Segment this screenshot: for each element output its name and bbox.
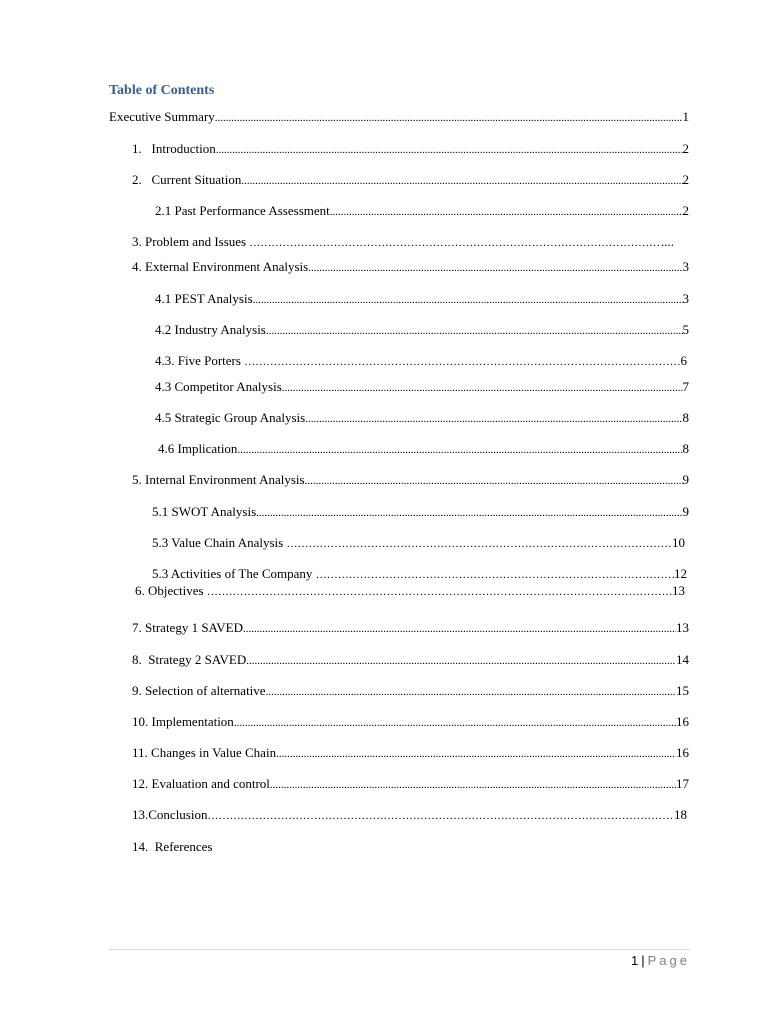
- leader-dots: [215, 110, 683, 126]
- leader-dots: [246, 653, 676, 669]
- toc-entry[interactable]: [132, 652, 689, 669]
- toc-entry-page: 18: [674, 807, 687, 822]
- toc-entry[interactable]: [155, 291, 689, 308]
- toc-entry-number: 2.: [132, 172, 152, 187]
- toc-entry[interactable]: [152, 504, 689, 521]
- toc-entry-label: 4.1 PEST Analysis: [155, 291, 253, 306]
- leader-dots: [207, 584, 672, 600]
- leader-dots: [234, 715, 676, 731]
- toc-entry[interactable]: [132, 807, 687, 824]
- footer-divider: [109, 949, 690, 950]
- toc-entry[interactable]: [155, 379, 689, 396]
- toc-entry[interactable]: [155, 322, 689, 339]
- toc-entry-label: 4.6 Implication: [158, 441, 238, 456]
- toc-entry-label: 5.3 Value Chain Analysis: [152, 535, 287, 550]
- leader-dots: [237, 442, 682, 458]
- toc-entry-label: 4.3 Competitor Analysis: [155, 379, 282, 394]
- toc-entry-number: 1.: [132, 141, 152, 156]
- toc-entry[interactable]: [132, 259, 689, 276]
- toc-entry-page: 1: [682, 109, 689, 124]
- toc-entry-page: 2: [682, 141, 689, 156]
- page-footer: [631, 953, 690, 968]
- toc-entry-page: 10: [672, 535, 685, 550]
- footer-separator: |: [641, 953, 645, 968]
- toc-entry[interactable]: [155, 353, 687, 370]
- toc-entry-page: 8: [682, 441, 689, 456]
- leader-dots: [270, 777, 676, 793]
- toc-entry-page: 16: [676, 745, 689, 760]
- toc-entry-page: 13: [672, 583, 685, 598]
- toc-entry[interactable]: [132, 683, 689, 700]
- leader-dots: [316, 567, 674, 583]
- toc-entry-label: 3. Problem and Issues: [132, 234, 250, 249]
- toc-entry-label: 13.Conclusion: [132, 807, 208, 822]
- leader-dots: [282, 380, 683, 396]
- toc-entry-label: 14. References: [132, 839, 213, 854]
- toc-entry-page: 14: [676, 652, 689, 667]
- toc-entry-label: 11. Changes in Value Chain: [132, 745, 277, 760]
- toc-entry[interactable]: [132, 172, 689, 189]
- toc-entry[interactable]: [135, 583, 685, 600]
- toc-entry-label: 5.3 Activities of The Company: [152, 566, 316, 581]
- leader-dots: [305, 411, 682, 427]
- leader-dots: [266, 323, 683, 339]
- toc-entry-page: 12: [674, 566, 687, 581]
- toc-entry[interactable]: [132, 620, 689, 637]
- page-word: Page: [647, 953, 690, 968]
- leader-dots: [249, 235, 661, 251]
- toc-entry[interactable]: [158, 441, 689, 458]
- toc-entry-page: 9: [682, 472, 689, 487]
- leader-dots: [244, 354, 680, 370]
- toc-entry-label: 8. Strategy 2 SAVED: [132, 652, 247, 667]
- toc-entry-label: 6. Objectives: [135, 583, 207, 598]
- toc-entry-page: 17: [676, 776, 689, 791]
- leader-dots: [276, 746, 676, 762]
- leader-dots: [243, 621, 676, 637]
- toc-entry-label: Introduction: [151, 141, 216, 156]
- toc-entry-label: 5.1 SWOT Analysis: [152, 504, 257, 519]
- toc-entry[interactable]: [155, 203, 689, 220]
- toc-entry-label: 4.2 Industry Analysis: [155, 322, 266, 337]
- toc-entry-page: 2: [682, 203, 689, 218]
- leader-dots: [266, 684, 676, 700]
- toc-entry-page: 9: [682, 504, 689, 519]
- leader-dots: [305, 473, 683, 489]
- toc-entry-page: 3: [682, 259, 689, 274]
- page-number: 1: [631, 953, 639, 968]
- toc-entry-page: 15: [676, 683, 689, 698]
- toc-entry[interactable]: [132, 714, 689, 731]
- leader-dots: [253, 292, 683, 308]
- toc-entry-page: 6: [680, 353, 687, 368]
- toc-entry-page: 16: [676, 714, 689, 729]
- leader-dots: [207, 808, 674, 824]
- toc-entry-label: 4.3. Five Porters: [155, 353, 245, 368]
- toc-entry-label: 2.1 Past Performance Assessment: [155, 203, 330, 218]
- toc-entry[interactable]: [152, 535, 685, 552]
- toc-entry-label: 5. Internal Environment Analysis: [132, 472, 305, 487]
- toc-entry-page: 3: [682, 291, 689, 306]
- toc-entry-label: 4.5 Strategic Group Analysis: [155, 410, 306, 425]
- toc-entry-label: Current Situation: [151, 172, 242, 187]
- toc-entry[interactable]: [132, 839, 432, 855]
- leader-dots: [286, 536, 672, 552]
- toc-entry-page: ....: [661, 234, 674, 249]
- toc-entry-label: 4. External Environment Analysis: [132, 259, 309, 274]
- leader-dots: [241, 173, 682, 189]
- toc-entry-label: 10. Implementation: [132, 714, 234, 729]
- toc-entry-label: Executive Summary: [109, 109, 215, 124]
- toc-entry-label: 12. Evaluation and control: [132, 776, 270, 791]
- toc-entry-page: 2: [682, 172, 689, 187]
- leader-dots: [256, 505, 682, 521]
- toc-entry[interactable]: [132, 776, 689, 793]
- toc-entry-page: 7: [682, 379, 689, 394]
- toc-entry[interactable]: [132, 745, 689, 762]
- leader-dots: [216, 142, 683, 158]
- toc-entry[interactable]: [132, 472, 689, 489]
- toc-entry-label: 7. Strategy 1 SAVED: [132, 620, 243, 635]
- leader-dots: [308, 260, 682, 276]
- toc-entry[interactable]: [152, 566, 687, 583]
- toc-entry[interactable]: [109, 109, 689, 126]
- toc-entry[interactable]: [155, 410, 689, 427]
- toc-entry-label: 9. Selection of alternative: [132, 683, 266, 698]
- toc-entry-page: 5: [682, 322, 689, 337]
- toc-title: Table of Contents: [109, 83, 215, 98]
- leader-dots: [330, 204, 683, 220]
- toc-entry-page: 13: [676, 620, 689, 635]
- toc-entry[interactable]: [132, 141, 689, 158]
- toc-entry[interactable]: [132, 234, 674, 251]
- toc-entry-page: 8: [682, 410, 689, 425]
